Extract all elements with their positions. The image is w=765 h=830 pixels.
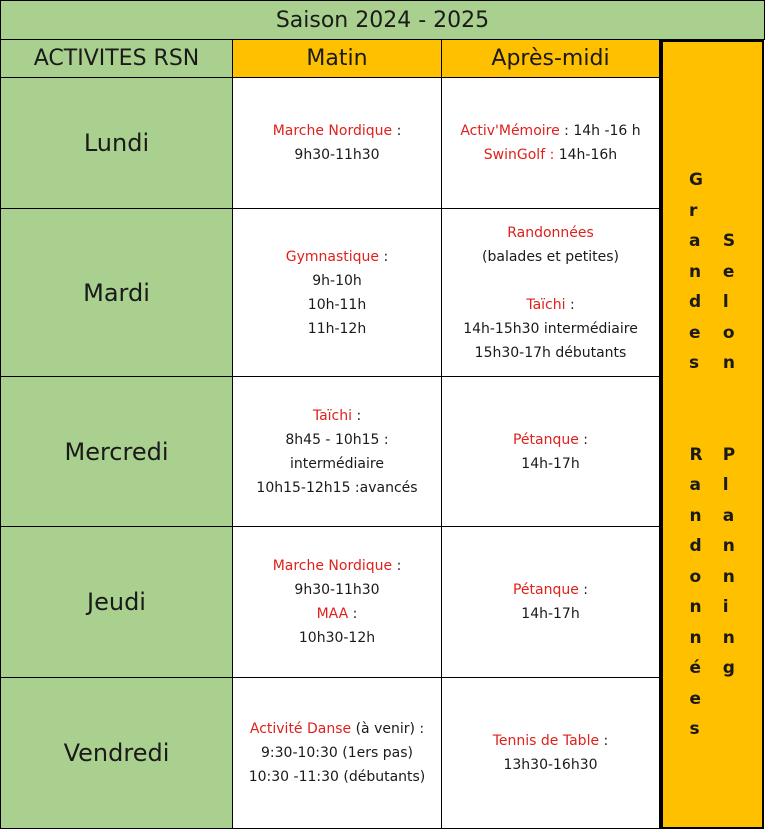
vertical-letter: é [689, 658, 701, 678]
vertical-letter: l [722, 475, 729, 495]
schedule-line: (balades et petites) [482, 248, 619, 265]
schedule-line: 9h30-11h30 [294, 582, 380, 598]
vertical-letter: n [689, 627, 702, 648]
schedule-line: 15h30-17h débutants [474, 344, 627, 361]
vertical-word [689, 440, 702, 745]
vertical-letter: r [689, 200, 698, 221]
afternoon-cell [442, 527, 660, 678]
vertical-word [723, 226, 735, 379]
activity-name: Tennis de Table [492, 733, 600, 749]
vertical-letter: o [689, 566, 702, 587]
vertical-letter: n [722, 353, 735, 373]
activity-name: SwinGolf : [483, 147, 555, 163]
activity-line [513, 578, 588, 602]
vertical-letter: n [689, 505, 702, 526]
activity-detail: : [392, 123, 402, 139]
activity-detail: : [348, 606, 358, 622]
day-label: Jeudi [0, 527, 233, 678]
morning-cell [233, 527, 442, 678]
vertical-letter: n [689, 597, 702, 617]
vertical-letter: o [722, 322, 735, 343]
activity-detail: : [578, 431, 589, 448]
side-column-grandes-randonnees [686, 165, 706, 745]
activity-name: Taïchi [312, 407, 352, 424]
activity-line [493, 729, 609, 753]
activity-name: Marche Nordique [272, 558, 393, 574]
activity-name: Gymnastique [285, 248, 380, 265]
vertical-letter: d [689, 292, 702, 312]
afternoon-cell [442, 78, 660, 209]
schedule-line: 11h-12h [307, 320, 367, 337]
activity-detail: : [599, 733, 609, 749]
vertical-letter: a [689, 231, 701, 251]
vertical-letter: a [689, 475, 701, 495]
activity-line [526, 293, 574, 317]
vertical-letter: R [689, 444, 703, 465]
schedule-line: intermédiaire [290, 455, 384, 472]
side-column-selon-planning [719, 226, 739, 684]
vertical-letter: P [722, 444, 736, 465]
schedule-line: 9h-10h [312, 272, 362, 289]
schedule-line: 10:30 -11:30 (débutants) [248, 769, 426, 785]
vertical-letter: g [722, 658, 735, 678]
morning-cell [233, 377, 442, 527]
schedule-line: 10h-11h [307, 296, 367, 313]
activity-name: Taïchi [526, 296, 566, 313]
vertical-letter: i [722, 597, 729, 617]
morning-cell [233, 678, 442, 829]
vertical-letter: G [689, 170, 703, 190]
vertical-letter: n [689, 261, 702, 282]
vertical-word [723, 440, 735, 684]
vertical-letter: s [689, 719, 700, 739]
activity-name: Marche Nordique [272, 123, 393, 139]
activity-detail: : [392, 558, 402, 574]
activity-detail: : [379, 248, 389, 265]
vertical-word [689, 165, 703, 379]
vertical-letter: e [689, 688, 701, 709]
activity-detail: (à venir) : [351, 721, 425, 737]
schedule-line: 14h-17h [521, 606, 580, 622]
day-label: Vendredi [0, 678, 233, 829]
schedule-line: 14h-17h [521, 455, 580, 472]
vertical-letter: d [689, 536, 702, 556]
afternoon-cell [442, 377, 660, 527]
activity-line [250, 717, 424, 741]
activity-detail: 14h-16h [554, 147, 618, 163]
vertical-letter: e [722, 261, 735, 282]
activity-name: MAA [316, 606, 349, 622]
schedule-line: 14h-15h30 intermédiaire [463, 320, 638, 337]
activity-name: Activ'Mémoire [460, 123, 560, 139]
schedule-line: 8h45 - 10h15 : [285, 431, 389, 448]
afternoon-cell [442, 678, 660, 829]
vertical-letter: a [722, 505, 735, 526]
activity-name: Pétanque [512, 582, 579, 598]
activity-line [460, 119, 640, 143]
activity-line [507, 221, 594, 245]
side-panel-grandes-randonnees [660, 40, 764, 829]
vertical-letter: S [722, 231, 736, 251]
activity-line [513, 428, 588, 452]
afternoon-cell [442, 209, 660, 377]
activity-line [313, 404, 361, 428]
activity-detail: : [352, 407, 362, 424]
morning-cell [233, 78, 442, 209]
activity-name: Pétanque [512, 431, 579, 448]
morning-cell [233, 209, 442, 377]
season-title: Saison 2024 - 2025 [0, 0, 765, 40]
day-label: Mercredi [0, 377, 233, 527]
schedule-line: 10h30-12h [298, 630, 376, 646]
vertical-letter: n [722, 627, 735, 648]
vertical-letter: l [722, 292, 729, 312]
activity-line [484, 143, 617, 167]
activity-detail: : [578, 582, 589, 598]
activity-detail: : [565, 296, 575, 313]
activity-line [317, 602, 358, 626]
vertical-letter: n [722, 536, 735, 556]
activity-line [273, 554, 402, 578]
schedule-line: 10h15-12h15 :avancés [256, 479, 418, 496]
vertical-letter: e [689, 322, 701, 343]
schedule-line: 9:30-10:30 (1ers pas) [261, 745, 413, 761]
schedule-line: 9h30-11h30 [294, 147, 380, 163]
activity-line [273, 119, 402, 143]
activity-name: Activité Danse [249, 721, 352, 737]
schedule-line: 13h30-16h30 [503, 757, 598, 773]
vertical-letter: s [689, 353, 700, 373]
header-afternoon: Après-midi [442, 40, 660, 78]
activity-line [286, 245, 388, 269]
activity-name: Randonnées [507, 224, 594, 241]
vertical-letter: n [722, 566, 735, 587]
header-activities: ACTIVITES RSN [0, 40, 233, 78]
day-label: Lundi [0, 78, 233, 209]
header-morning: Matin [233, 40, 442, 78]
day-label: Mardi [0, 209, 233, 377]
activity-detail: : 14h -16 h [559, 123, 641, 139]
